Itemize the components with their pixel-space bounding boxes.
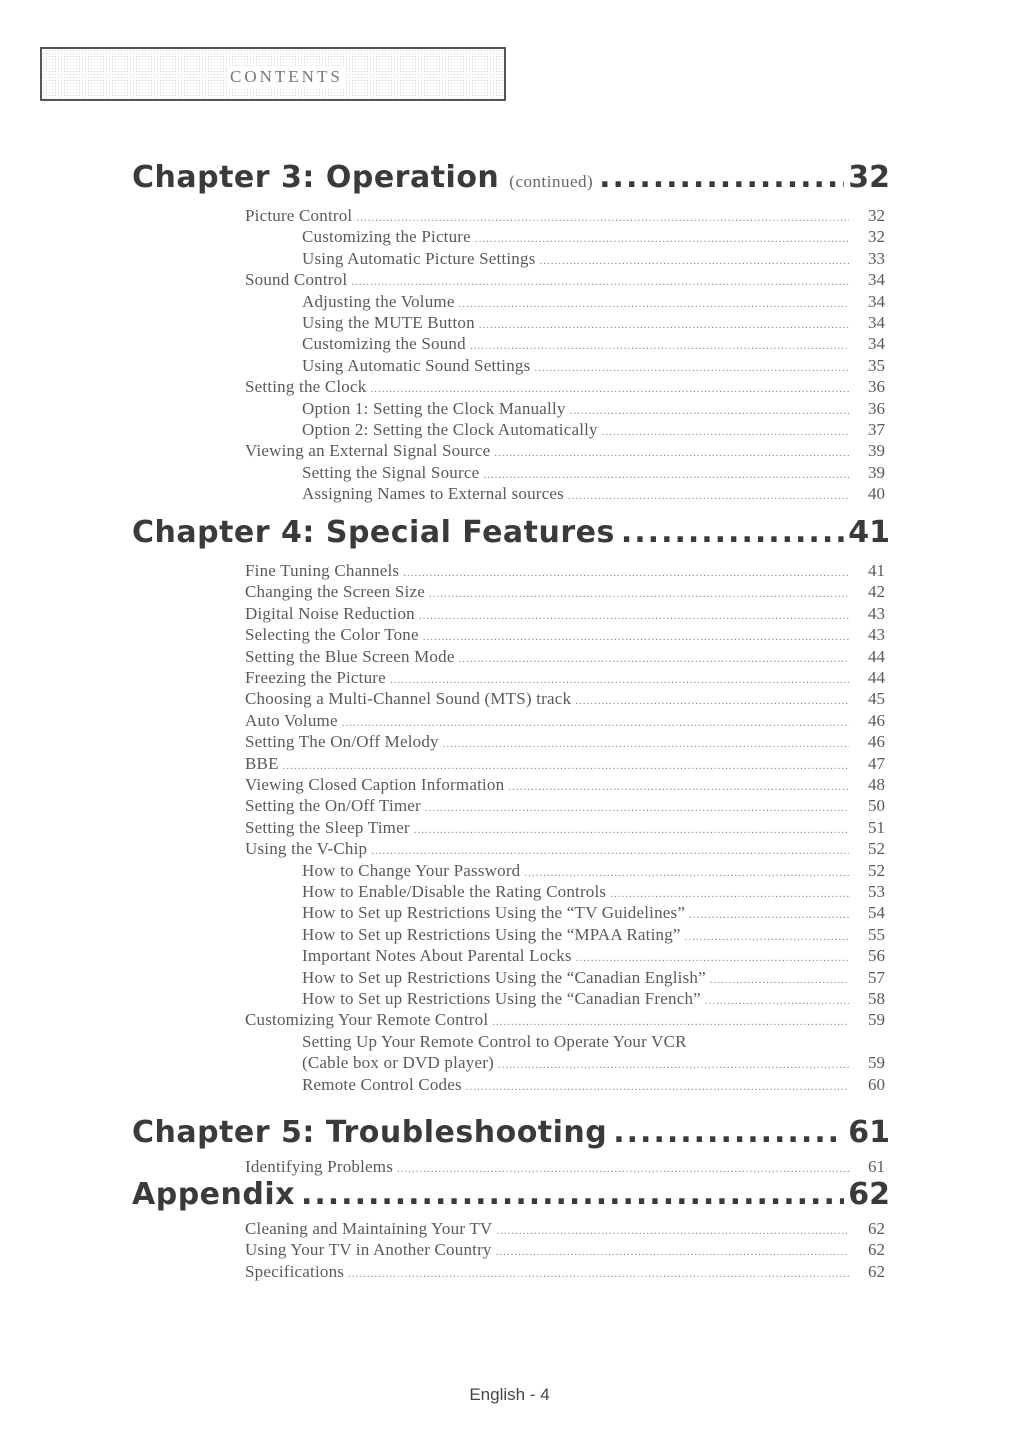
toc-entry[interactable]: [245, 441, 885, 462]
toc-entry-label: Option 1: Setting the Clock Manually: [302, 398, 566, 418]
toc-entry[interactable]: [245, 711, 885, 732]
toc-entry-page-number: 39: [868, 441, 885, 461]
toc-entry-page-number: 36: [868, 377, 885, 397]
toc-entry-label: Important Notes About Parental Locks: [302, 946, 572, 966]
toc-entry[interactable]: [302, 334, 885, 355]
toc-entry-label: Assigning Names to External sources: [302, 484, 564, 504]
toc-entry-page-number: 34: [868, 313, 885, 332]
toc-entry-page-number: 33: [868, 248, 885, 268]
dot-leader: [470, 340, 849, 352]
chapter-title: Chapter 5: Troubleshooting: [132, 1115, 608, 1150]
toc-entry[interactable]: [302, 861, 885, 882]
toc-entry-label: Fine Tuning Channels: [245, 561, 400, 580]
toc-entry-label: Specifications: [245, 1261, 345, 1281]
toc-entry[interactable]: [245, 647, 885, 668]
dot-leader: [496, 1225, 849, 1237]
toc-entry-label: Setting Up Your Remote Control to Operate Your VCR: [302, 1031, 687, 1051]
dot-leader: [602, 426, 849, 438]
toc-entry[interactable]: [245, 1157, 885, 1178]
toc-entry[interactable]: [302, 399, 885, 420]
toc-entry-label: Using Your TV in Another Country: [245, 1240, 492, 1260]
toc-entry[interactable]: [302, 249, 885, 270]
toc-entry-page-number: 51: [868, 817, 885, 837]
chapter-page-number: 62: [848, 1177, 890, 1212]
toc-entry-label: Auto Volume: [245, 710, 338, 730]
dot-leader: [475, 233, 849, 245]
dot-leader: [425, 802, 849, 814]
toc-entry-label: Using Automatic Picture Settings: [302, 248, 536, 268]
toc-entry-page-number: 55: [868, 924, 885, 944]
toc-entry-label: Picture Control: [245, 206, 353, 225]
dot-leader: [423, 631, 849, 643]
toc-entry-page-number: 54: [868, 903, 885, 923]
toc-entry-label: Adjusting the Volume: [302, 291, 455, 311]
toc-entry-page-number: 50: [868, 796, 885, 816]
dot-leader: [685, 931, 849, 943]
chapter-note: (continued): [509, 172, 594, 191]
toc-entry-label: Changing the Screen Size: [245, 582, 425, 602]
dot-leader: [443, 738, 849, 750]
toc-entry-label: Setting the Blue Screen Mode: [245, 646, 455, 666]
toc-entry-label: Identifying Problems: [245, 1157, 394, 1176]
dot-leader: [508, 781, 849, 793]
dot-leader: [459, 298, 849, 310]
toc-entry[interactable]: [245, 839, 885, 860]
toc-entry-page-number: 62: [868, 1240, 885, 1260]
toc-entry-label: Setting the Signal Source: [302, 462, 480, 482]
toc-entry[interactable]: [245, 206, 885, 227]
toc-entry-label: How to Set up Restrictions Using the “MPAA Rating”: [302, 924, 681, 944]
toc-entry[interactable]: [302, 968, 885, 989]
dot-leader: [466, 1081, 849, 1093]
toc-entry-page-number: 52: [868, 839, 885, 859]
toc-entry-label: How to Set up Restrictions Using the “Canadian French”: [302, 989, 701, 1008]
toc-entry-page-number: 46: [868, 732, 885, 752]
toc-entry-page-number: 56: [868, 946, 885, 966]
toc-entry[interactable]: [302, 484, 885, 505]
toc-entry-label: Setting the Sleep Timer: [245, 817, 410, 837]
toc-entry-label: How to Set up Restrictions Using the “TV Guidelines”: [302, 903, 686, 923]
dot-leader: [568, 490, 849, 502]
dot-leader: [390, 674, 849, 686]
toc-entry-page-number: 43: [868, 603, 885, 623]
dot-leader: [351, 276, 849, 288]
toc-entry-page-number: 42: [868, 582, 885, 602]
dot-leader: [496, 1246, 849, 1258]
toc-entry-page-number: 32: [868, 206, 885, 225]
toc-entry-page-number: 34: [868, 291, 885, 311]
dot-leader: [371, 845, 849, 857]
toc-entry[interactable]: [302, 989, 885, 1010]
toc-entry[interactable]: [245, 818, 885, 839]
toc-entry-page-number: 58: [868, 989, 885, 1008]
dot-leader: [524, 867, 849, 879]
dot-leader: [459, 653, 849, 665]
toc-entry[interactable]: [245, 582, 885, 603]
toc-entry-label: Digital Noise Reduction: [245, 603, 415, 623]
chapter-heading[interactable]: [132, 515, 890, 550]
toc-entry-label: Cleaning and Maintaining Your TV: [245, 1219, 493, 1238]
dot-leader: [710, 974, 849, 986]
toc-entry[interactable]: [302, 1053, 885, 1074]
toc-entry-page-number: 40: [868, 484, 885, 504]
toc-entry-label: How to Enable/Disable the Rating Controls: [302, 882, 607, 901]
toc-entry-label: Freezing the Picture: [245, 668, 386, 687]
toc-entry-label: Using the MUTE Button: [302, 313, 475, 332]
toc-entry[interactable]: [245, 689, 885, 710]
toc-entry-page-number: 59: [868, 1053, 885, 1073]
dot-leader: [414, 824, 849, 836]
chapter-title: Appendix: [132, 1177, 295, 1212]
dot-leader: [403, 567, 849, 579]
dot-leader: [599, 160, 844, 195]
toc-entry[interactable]: [245, 377, 885, 398]
toc-entry-page-number: 34: [868, 334, 885, 354]
toc-entry[interactable]: [302, 925, 885, 946]
dot-leader: [370, 383, 849, 395]
toc-entry-label: Setting the Clock: [245, 377, 367, 397]
dot-leader: [342, 717, 849, 729]
chapter-title: Chapter 4: Special Features: [132, 515, 615, 550]
chapter-heading[interactable]: [132, 160, 890, 195]
toc-entry-label: Option 2: Setting the Clock Automatically: [302, 420, 598, 439]
toc-entry[interactable]: [302, 292, 885, 313]
dot-leader: [705, 995, 849, 1007]
toc-entry[interactable]: [302, 420, 885, 441]
dot-leader: [356, 212, 849, 224]
toc-entry[interactable]: [302, 903, 885, 924]
toc-entry[interactable]: [302, 946, 885, 967]
toc-entry-label: Remote Control Codes: [302, 1074, 462, 1094]
toc-entry[interactable]: [245, 1240, 885, 1261]
toc-entry[interactable]: [245, 270, 885, 291]
toc-entry[interactable]: [245, 732, 885, 753]
dot-leader: [621, 515, 844, 550]
toc-entry[interactable]: [245, 754, 885, 775]
toc-entry-label: How to Set up Restrictions Using the “Canadian English”: [302, 967, 706, 987]
toc-entry-label: Setting the On/Off Timer: [245, 796, 421, 816]
chapter-heading[interactable]: [132, 1177, 890, 1212]
dot-leader: [301, 1177, 844, 1212]
toc-entry-page-number: 57: [868, 967, 885, 987]
dot-leader: [540, 255, 849, 267]
toc-entry[interactable]: [302, 1032, 885, 1053]
toc-entry-page-number: 62: [868, 1219, 885, 1238]
page-title: CONTENTS: [230, 67, 343, 86]
toc-entry-label: Using Automatic Sound Settings: [302, 355, 531, 375]
dot-leader: [348, 1268, 849, 1280]
toc-entry-page-number: 32: [868, 227, 885, 247]
toc-entry[interactable]: [245, 604, 885, 625]
toc-entry[interactable]: [302, 227, 885, 248]
chapter-page-number: 41: [848, 515, 890, 550]
toc-entry[interactable]: [245, 1219, 885, 1240]
toc-entry-page-number: 34: [868, 270, 885, 290]
contents-header-box: [40, 47, 506, 101]
toc-entry-page-number: 43: [868, 625, 885, 645]
toc-entry-label: Choosing a Multi-Channel Sound (MTS) track: [245, 689, 572, 709]
toc-entry-page-number: 53: [868, 882, 885, 901]
toc-entry-label: Viewing Closed Caption Information: [245, 775, 505, 794]
toc-entry-label: Sound Control: [245, 270, 348, 290]
dot-leader: [613, 1115, 844, 1150]
toc-entry-label: Using the V-Chip: [245, 839, 368, 859]
toc-entry-page-number: 60: [868, 1074, 885, 1094]
toc-entry-page-number: 44: [868, 668, 885, 687]
toc-entry[interactable]: [302, 356, 885, 377]
dot-leader: [494, 447, 849, 459]
chapter-heading[interactable]: [132, 1115, 890, 1150]
dot-leader: [429, 588, 849, 600]
dot-leader: [689, 909, 849, 921]
chapter-title: Chapter 3: Operation: [132, 160, 500, 195]
toc-entry[interactable]: [302, 882, 885, 903]
toc-entry-page-number: 44: [868, 646, 885, 666]
dot-leader: [419, 610, 849, 622]
toc-entry-label: Selecting the Color Tone: [245, 625, 419, 645]
toc-entry-page-number: 39: [868, 462, 885, 482]
chapter-page-number: 61: [848, 1115, 890, 1150]
toc-entry[interactable]: [302, 1075, 885, 1096]
toc-entry[interactable]: [245, 1262, 885, 1283]
dot-leader: [492, 1016, 849, 1028]
dot-leader: [479, 319, 849, 331]
toc-entry-page-number: 48: [868, 775, 885, 794]
toc-entry-page-number: 47: [868, 753, 885, 773]
toc-entry-page-number: 36: [868, 398, 885, 418]
toc-entry-page-number: 61: [868, 1157, 885, 1176]
chapter-page-number: 32: [848, 160, 890, 195]
toc-entry-label: Customizing the Picture: [302, 227, 471, 247]
toc-entry-label: Setting The On/Off Melody: [245, 732, 439, 752]
toc-entry[interactable]: [245, 561, 885, 582]
toc-entry[interactable]: [302, 313, 885, 334]
dot-leader: [534, 362, 849, 374]
toc-entry-label: How to Change Your Password: [302, 860, 521, 880]
toc-entry-page-number: 45: [868, 689, 885, 709]
toc-entry-label: Customizing the Sound: [302, 334, 466, 354]
toc-entry-page-number: 52: [868, 860, 885, 880]
toc-entry-page-number: 59: [868, 1010, 885, 1030]
toc-entry-label: (Cable box or DVD player): [302, 1053, 494, 1073]
dot-leader: [483, 469, 849, 481]
toc-entry-page-number: 46: [868, 710, 885, 730]
dot-leader: [283, 760, 849, 772]
dot-leader: [575, 695, 849, 707]
toc-entry[interactable]: [245, 668, 885, 689]
toc-entry-label: Customizing Your Remote Control: [245, 1010, 489, 1030]
toc-entry[interactable]: [302, 463, 885, 484]
toc-entry[interactable]: [245, 775, 885, 796]
toc-entry[interactable]: [245, 625, 885, 646]
toc-entry-page-number: 37: [868, 420, 885, 439]
toc-entry[interactable]: [245, 1010, 885, 1031]
dot-leader: [498, 1059, 849, 1071]
toc-entry-label: Viewing an External Signal Source: [245, 441, 491, 461]
toc-entry-label: BBE: [245, 753, 279, 773]
toc-entry[interactable]: [245, 796, 885, 817]
toc-entry-page-number: 62: [868, 1261, 885, 1281]
dot-leader: [397, 1163, 849, 1175]
dot-leader: [570, 405, 849, 417]
page-footer: English - 4: [469, 1385, 550, 1404]
toc-entry-page-number: 41: [868, 561, 885, 580]
dot-leader: [610, 888, 849, 900]
dot-leader: [576, 952, 849, 964]
toc-entry-page-number: 35: [868, 355, 885, 375]
